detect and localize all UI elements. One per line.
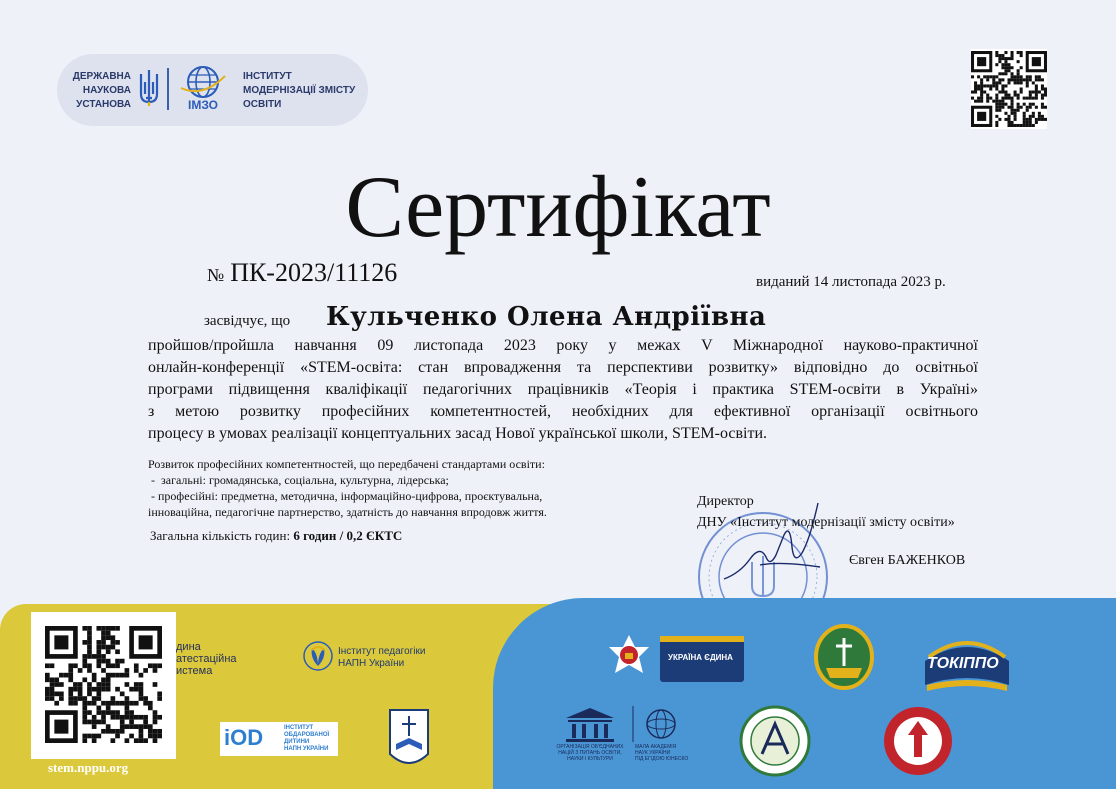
website-link[interactable]: stem.nppu.org [48, 760, 129, 775]
book-emblem-icon [386, 706, 432, 772]
signature-icon [720, 495, 830, 595]
academy-crest-icon [812, 624, 876, 690]
logo-line: НАУКОВА [82, 85, 131, 96]
logo-line: ІНСТИТУТ [243, 71, 292, 82]
banner-stripe [660, 636, 744, 642]
logo-line: ІНСТИТУТ [284, 725, 314, 731]
logo-line: НАПН УКРАЇНИ [284, 746, 329, 752]
unesco-temple-icon [552, 704, 628, 744]
logo-divider [167, 68, 169, 110]
logo-line: УСТАНОВА [76, 99, 131, 110]
body-text-line: пройшов/пройшла навчання 09 листопада 2023 року у межах V Міжнародної науково-практичної [148, 337, 978, 354]
logo-line: ДИТИНИ [284, 739, 310, 745]
competencies-line: - професійні: предметна, методична, інформаційно-цифрова, проєктувальна, [148, 489, 543, 503]
atom-icon [631, 704, 695, 744]
logo-line: ПІД ЕГІДОЮ ЮНЕСКО [635, 756, 689, 762]
number-sign: № [207, 265, 225, 285]
qr-code-bottom [31, 612, 176, 759]
trident-icon [137, 68, 161, 108]
body-text-line: процесу в умовах реалізації концептуальних засад Нової української школи, STEM-освіти. [148, 425, 768, 442]
attests-label: засвідчує, що [204, 313, 291, 329]
certificate-number [207, 258, 397, 288]
logo-line: НАУК УКРАЇНИ [635, 750, 671, 756]
ukraine-united-banner [660, 636, 744, 682]
unesco-logo [552, 704, 628, 768]
leaves-icon [302, 640, 334, 672]
imzo-logo [57, 54, 368, 126]
minor-academy-logo [631, 704, 695, 768]
logo-line: ДЕРЖАВНА [72, 71, 131, 82]
director-organization: ДНУ «Інститут модернізації змісту освіти» [697, 515, 955, 530]
tokippo-text: ТОКІППО [927, 655, 999, 672]
total-hours-label: Загальна кількість годин: [150, 528, 294, 543]
logo-line: МАЛА АКАДЕМІЯ [635, 744, 677, 750]
tokippo-logo [921, 631, 1013, 695]
issue-date: виданий 14 листопада 2023 р. [756, 274, 946, 290]
logo-line: дина [176, 641, 201, 653]
total-hours [150, 528, 402, 544]
qr-code-icon [45, 626, 162, 743]
director-name: Євген БАЖЕНКОВ [849, 553, 966, 568]
competencies-line: - загальні: громадянська, соціальна, культурна, лідерська; [148, 473, 449, 487]
qr-code-icon [971, 49, 1047, 129]
logo-line: НАУКИ І КУЛЬТУРИ [567, 756, 613, 762]
gifted-child-institute-logo [220, 722, 338, 756]
ukraine-united-text: УКРАЇНА ЄДИНА [668, 653, 733, 662]
logo-line: МОДЕРНІЗАЦІЇ ЗМІСТУ [243, 85, 356, 96]
body-text-line: з метою розвитку професійних компетентностей, необхідних для ефективної організації освітнього [148, 403, 978, 420]
association-emblem-icon [738, 704, 812, 778]
logo-state-institution-label [69, 70, 131, 112]
body-text-line: онлайн-конференції «STEM-освіта: стан впровадження та перспективи розвитку» відповідно до освітньої [148, 359, 978, 376]
recipient-name: Кульченко Олена Андріївна [326, 302, 767, 332]
logo-line: ОРГАНІЗАЦІЯ ОБ'ЄДНАНИХ [556, 744, 624, 750]
logo-line: атестаційна [176, 653, 237, 665]
university-emblem-icon [882, 705, 954, 777]
competencies-line: інноваційна, педагогічне партнерство, здатність до навчання впродовж життя. [148, 505, 547, 519]
imzo-abbr: ІМЗО [187, 98, 219, 112]
logo-line: ОСВІТИ [243, 99, 282, 110]
total-hours-value: 6 годин / 0,2 ЄКТС [293, 528, 403, 543]
director-title: Директор [697, 494, 754, 509]
logo-line: истема [176, 665, 213, 677]
body-text-line: програми підвищення кваліфікації педагогічних працівників «Теорія і практика STEM-освіти в Україні» [148, 381, 978, 398]
logo-line: НАЦІЙ З ПИТАНЬ ОСВІТИ, [558, 750, 622, 756]
institute-pedagogy-logo [302, 640, 426, 677]
qr-code-top [971, 49, 1047, 129]
competencies-line: Розвиток професійних компетентностей, що передбачені стандартами освіти: [148, 457, 545, 471]
minor-academy-text [635, 744, 688, 762]
logo-line: Інститут педагогіки [338, 646, 426, 657]
certificate-title: Сертифікат [345, 159, 771, 256]
unesco-text [552, 744, 628, 762]
logo-line: ОБДАРОВАНОЇ [284, 732, 330, 738]
regional-emblem-icon [607, 633, 651, 679]
institute-pedagogy-text [338, 646, 448, 670]
iod-text [284, 725, 329, 753]
logo-line: НАПН України [338, 658, 405, 669]
logo-institute-name [243, 70, 368, 112]
iod-mark: iOD [224, 725, 264, 750]
attestation-system-logo [176, 641, 237, 677]
certificate-number-value: ПК-2023/11126 [230, 258, 398, 287]
